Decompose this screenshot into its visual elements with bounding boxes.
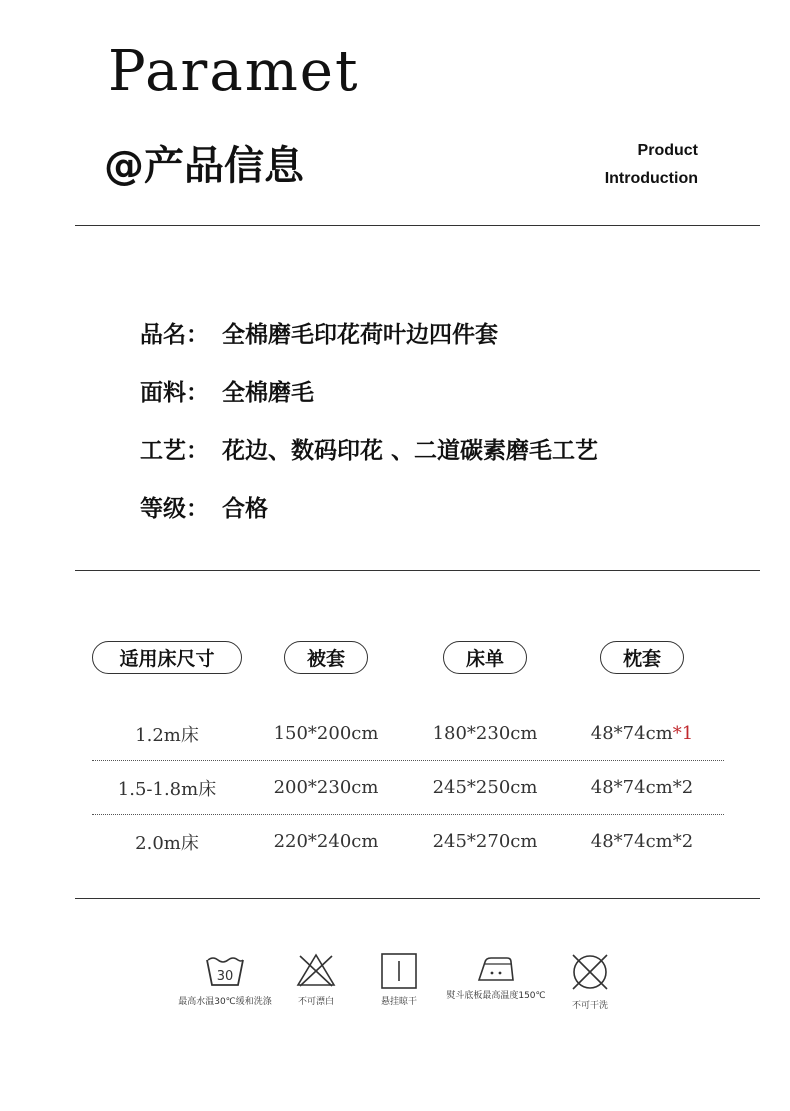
- header-pill-sheet: 床单: [443, 641, 527, 674]
- care-item-no-dryclean: [566, 952, 614, 1011]
- pillow-size: 48*74cm: [590, 777, 673, 798]
- pillow-size: 48*74cm: [590, 723, 673, 744]
- care-label: 悬挂晾干: [380, 997, 417, 1007]
- size-table: [92, 638, 724, 868]
- care-item-no-bleach: [294, 952, 338, 1007]
- care-label: 最高水温30℃缓和洗涤: [178, 997, 272, 1007]
- divider: [75, 898, 760, 899]
- info-row-grade: [140, 477, 598, 535]
- duvet-size-cell: 150*200cm: [273, 723, 379, 744]
- info-row-fabric: [140, 361, 598, 419]
- product-introduction-label: [605, 137, 698, 193]
- pillow-qty: *2: [672, 831, 694, 852]
- table-row: [92, 815, 724, 868]
- iron-low-icon: [475, 952, 517, 984]
- care-label: 熨斗底板最高温度150℃: [446, 991, 546, 1001]
- header-pill-bed-size: 适用床尺寸: [92, 641, 242, 674]
- info-row-craft: [140, 419, 598, 477]
- pillow-size-cell: [560, 831, 724, 852]
- info-label: 面料：: [140, 379, 209, 406]
- pillow-size: 48*74cm: [590, 831, 673, 852]
- care-item-wash: [178, 952, 272, 1007]
- header-pill-duvet: 被套: [284, 641, 368, 674]
- sheet-size-cell: 245*270cm: [432, 831, 538, 852]
- info-value: 花边、数码印花 、二道碳素磨毛工艺: [222, 437, 599, 464]
- duvet-size-cell: 220*240cm: [273, 831, 379, 852]
- page-title-en: Paramet: [108, 39, 360, 104]
- info-row-name: [140, 303, 598, 361]
- wash-temp-text: 30: [216, 969, 234, 984]
- size-table-header: [92, 638, 724, 676]
- pillow-size-cell: [560, 777, 724, 798]
- divider: [75, 570, 760, 571]
- bed-size-cell: 2.0m床: [135, 832, 199, 854]
- care-label: 不可干洗: [571, 1001, 608, 1011]
- wash-30-icon: [205, 952, 245, 988]
- care-label: 不可漂白: [297, 997, 334, 1007]
- bed-size-cell: 1.2m床: [135, 724, 199, 746]
- care-item-iron: [446, 952, 546, 1001]
- product-info-list: [140, 303, 598, 535]
- divider: [75, 225, 760, 226]
- info-label: 等级：: [140, 495, 209, 522]
- table-row: [92, 761, 724, 815]
- line-dry-icon: [380, 952, 418, 990]
- pillow-size-cell: [560, 723, 724, 744]
- info-value: 全棉磨毛: [222, 379, 314, 406]
- sheet-size-cell: 245*250cm: [432, 777, 538, 798]
- no-bleach-icon: [296, 952, 336, 988]
- product-label: Product: [637, 142, 698, 159]
- info-label: 工艺：: [140, 437, 209, 464]
- introduction-label: Introduction: [604, 170, 698, 187]
- pillow-qty: *1: [672, 723, 694, 744]
- care-item-line-dry: [376, 952, 422, 1007]
- pillow-qty: *2: [672, 777, 694, 798]
- bed-size-cell: 1.5-1.8m床: [117, 778, 217, 800]
- table-row: [92, 707, 724, 761]
- header-pill-pillowcase: 枕套: [600, 641, 684, 674]
- info-value: 全棉磨毛印花荷叶边四件套: [222, 321, 498, 348]
- info-value: 合格: [222, 495, 268, 522]
- info-label: 品名：: [140, 321, 209, 348]
- no-dryclean-icon: [570, 952, 610, 992]
- page-title-cn: @产品信息: [104, 143, 304, 189]
- duvet-size-cell: 200*230cm: [273, 777, 379, 798]
- sheet-size-cell: 180*230cm: [432, 723, 538, 744]
